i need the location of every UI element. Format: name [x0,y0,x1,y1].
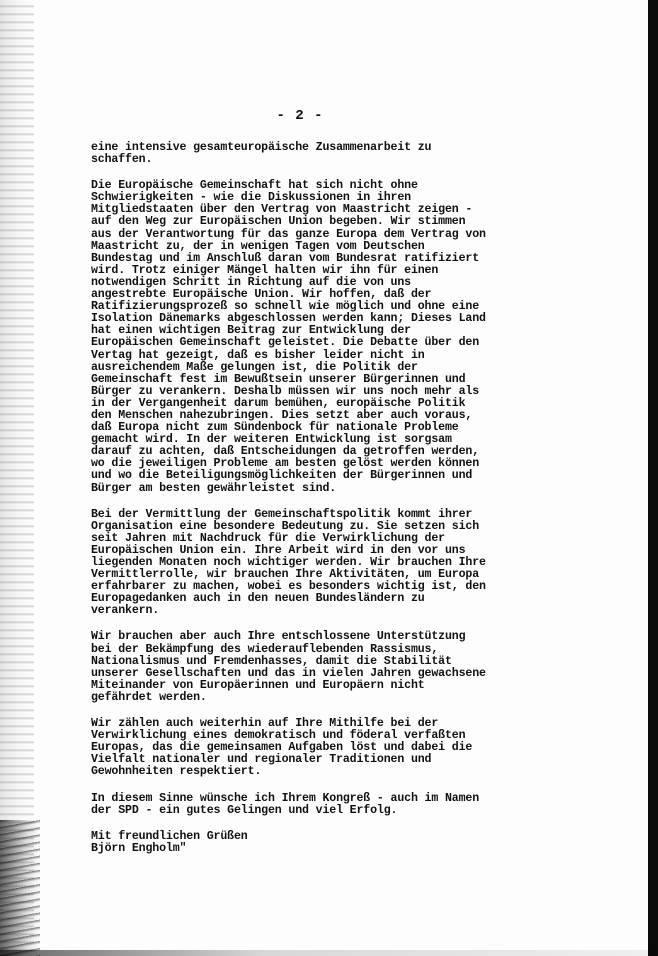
paragraph-list [91,142,521,817]
text-line: In diesem Sinne wünsche ich Ihrem Kongreß - auch im Namen [91,791,480,805]
text-line: Maastricht zu, der in wenigen Tagen vom Deutschen [91,239,425,253]
letter-body [91,142,521,855]
text-line: Nationalismus und Fremdenhasses, damit die Stabilität [91,654,452,668]
text-line: auf den Weg zur Europäischen Union begeben. Wir stimmen [91,215,466,229]
scan-edge-border-bottom [0,950,658,956]
text-line: der SPD - ein gutes Gelingen und viel Erfolg. [91,803,398,817]
scan-edge-border-right [648,0,658,956]
text-line: Europas, das die gemeinsamen Aufgaben löst und dabei die [91,741,473,755]
closing-block [91,831,521,855]
text-line: Gewohnheiten respektiert. [91,765,262,779]
scan-edge-noise-left [0,0,34,956]
text-line: angestrebte Europäische Union. Wir hoffen, daß der [91,288,432,302]
text-line: darauf zu achten, daß Entscheidungen da getroffen werden, [91,445,480,459]
text-line: unserer Gesellschaften und das in vielen Jahren gewachsene [91,666,486,680]
text-line: eine intensive gesamteuropäische Zusammenarbeit zu [91,141,432,154]
text-line: verankern. [91,604,160,618]
text-line: den Menschen nahezubringen. Dies setzt aber auch voraus, [91,408,473,422]
paragraph [91,793,521,817]
text-line: in der Vergangenheit darum bemühen, europäische Politik [91,396,466,410]
text-line: Europäischen Union ein. Ihre Arbeit wird in den vor uns [91,543,466,557]
text-line: Gemeinschaft fest im Bewußtsein unserer Bürgerinnen und [91,372,466,386]
text-line: bei der Bekämpfung des wiederauflebenden Rassismus, [91,642,439,656]
text-line: Isolation Dänemarks abgeschlossen werden kann; Dieses Land [91,312,486,326]
text-line: Schwierigkeiten - wie die Diskussionen in ihren [91,191,411,205]
text-line: seit Jahren mit Nachdruck für die Verwirklichung der [91,531,445,545]
text-line: wo die jeweiligen Probleme am besten gelöst werden können [91,457,480,471]
text-line: daß Europa nicht zum Sündenbock für nationale Probleme [91,421,459,435]
text-line: aus der Verantwortung für das ganze Europa dem Vertrag von [91,227,486,241]
text-line: gefährdet werden. [91,690,207,704]
paragraph [91,718,521,778]
text-line: ausreichendem Maße gelungen ist, die Politik der [91,360,418,374]
paragraph [91,509,521,618]
text-line: notwendigen Schritt in Richtung auf die von uns [91,275,411,289]
text-line: liegenden Monaten noch wichtiger werden. Wir brauchen Ihre [91,556,486,569]
text-line: gemacht wird. In der weiteren Entwicklung ist sorgsam [91,433,452,447]
text-line: Mitgliedstaaten über den Vertrag von Maastricht zeigen - [91,203,473,217]
text-line: hat einen wichtigen Beitrag zur Entwicklung der [91,324,411,338]
text-line: Die Europäische Gemeinschaft hat sich nicht ohne [91,179,418,193]
text-line: Organisation eine besondere Bedeutung zu. Sie setzen sich [91,519,480,533]
text-line: Wir zählen auch weiterhin auf Ihre Mithilfe bei der [91,717,439,731]
text-line: wird. Trotz einiger Mängel halten wir ihn für einen [91,263,439,277]
paragraph [91,631,521,704]
text-line: Bei der Vermittlung der Gemeinschaftspolitik kommt ihrer [91,507,473,521]
text-line: Bürger am besten gewährleistet sind. [91,481,337,495]
text-line: Bürger zu verankern. Deshalb müssen wir uns noch mehr als [91,384,480,398]
closing-salutation: Mit freundlichen Grüßen [91,829,248,843]
text-line: schaffen. [91,153,153,167]
paragraph [91,180,521,494]
signature-name: Björn Engholm" [91,841,187,855]
text-line: Bundestag und im Anschluß daran vom Bundesrat ratifiziert [91,251,480,265]
text-line: Verwirklichung eines demokratisch und föderal verfaßten [91,729,466,743]
page-number: - 2 - [276,108,324,124]
text-line: Vielfalt nationaler und regionaler Traditionen und [91,753,432,767]
text-line: Europäischen Gemeinschaft geleistet. Die Debatte über den [91,336,480,350]
text-line: Vermittlerrolle, wir brauchen Ihre Aktivitäten, um Europa [91,568,480,582]
text-line: erfahrbarer zu machen, wobei es besonders wichtig ist, den [91,580,486,594]
text-line: Ratifizierungsprozeß so schnell wie möglich und ohne eine [91,300,480,314]
text-line: Vertag hat gezeigt, daß es bisher leider nicht in [91,348,425,362]
text-line: Miteinander von Europäerinnen und Europäern nicht [91,678,425,692]
text-line: Europagedanken auch in den neuen Bundesländern zu [91,592,425,606]
paragraph [91,142,521,166]
text-line: und wo die Beteiligungsmöglichkeiten der Bürgerinnen und [91,469,473,483]
scan-edge-noise-bottom-left [0,820,40,956]
text-line: Wir brauchen aber auch Ihre entschlossene Unterstützung [91,630,466,644]
